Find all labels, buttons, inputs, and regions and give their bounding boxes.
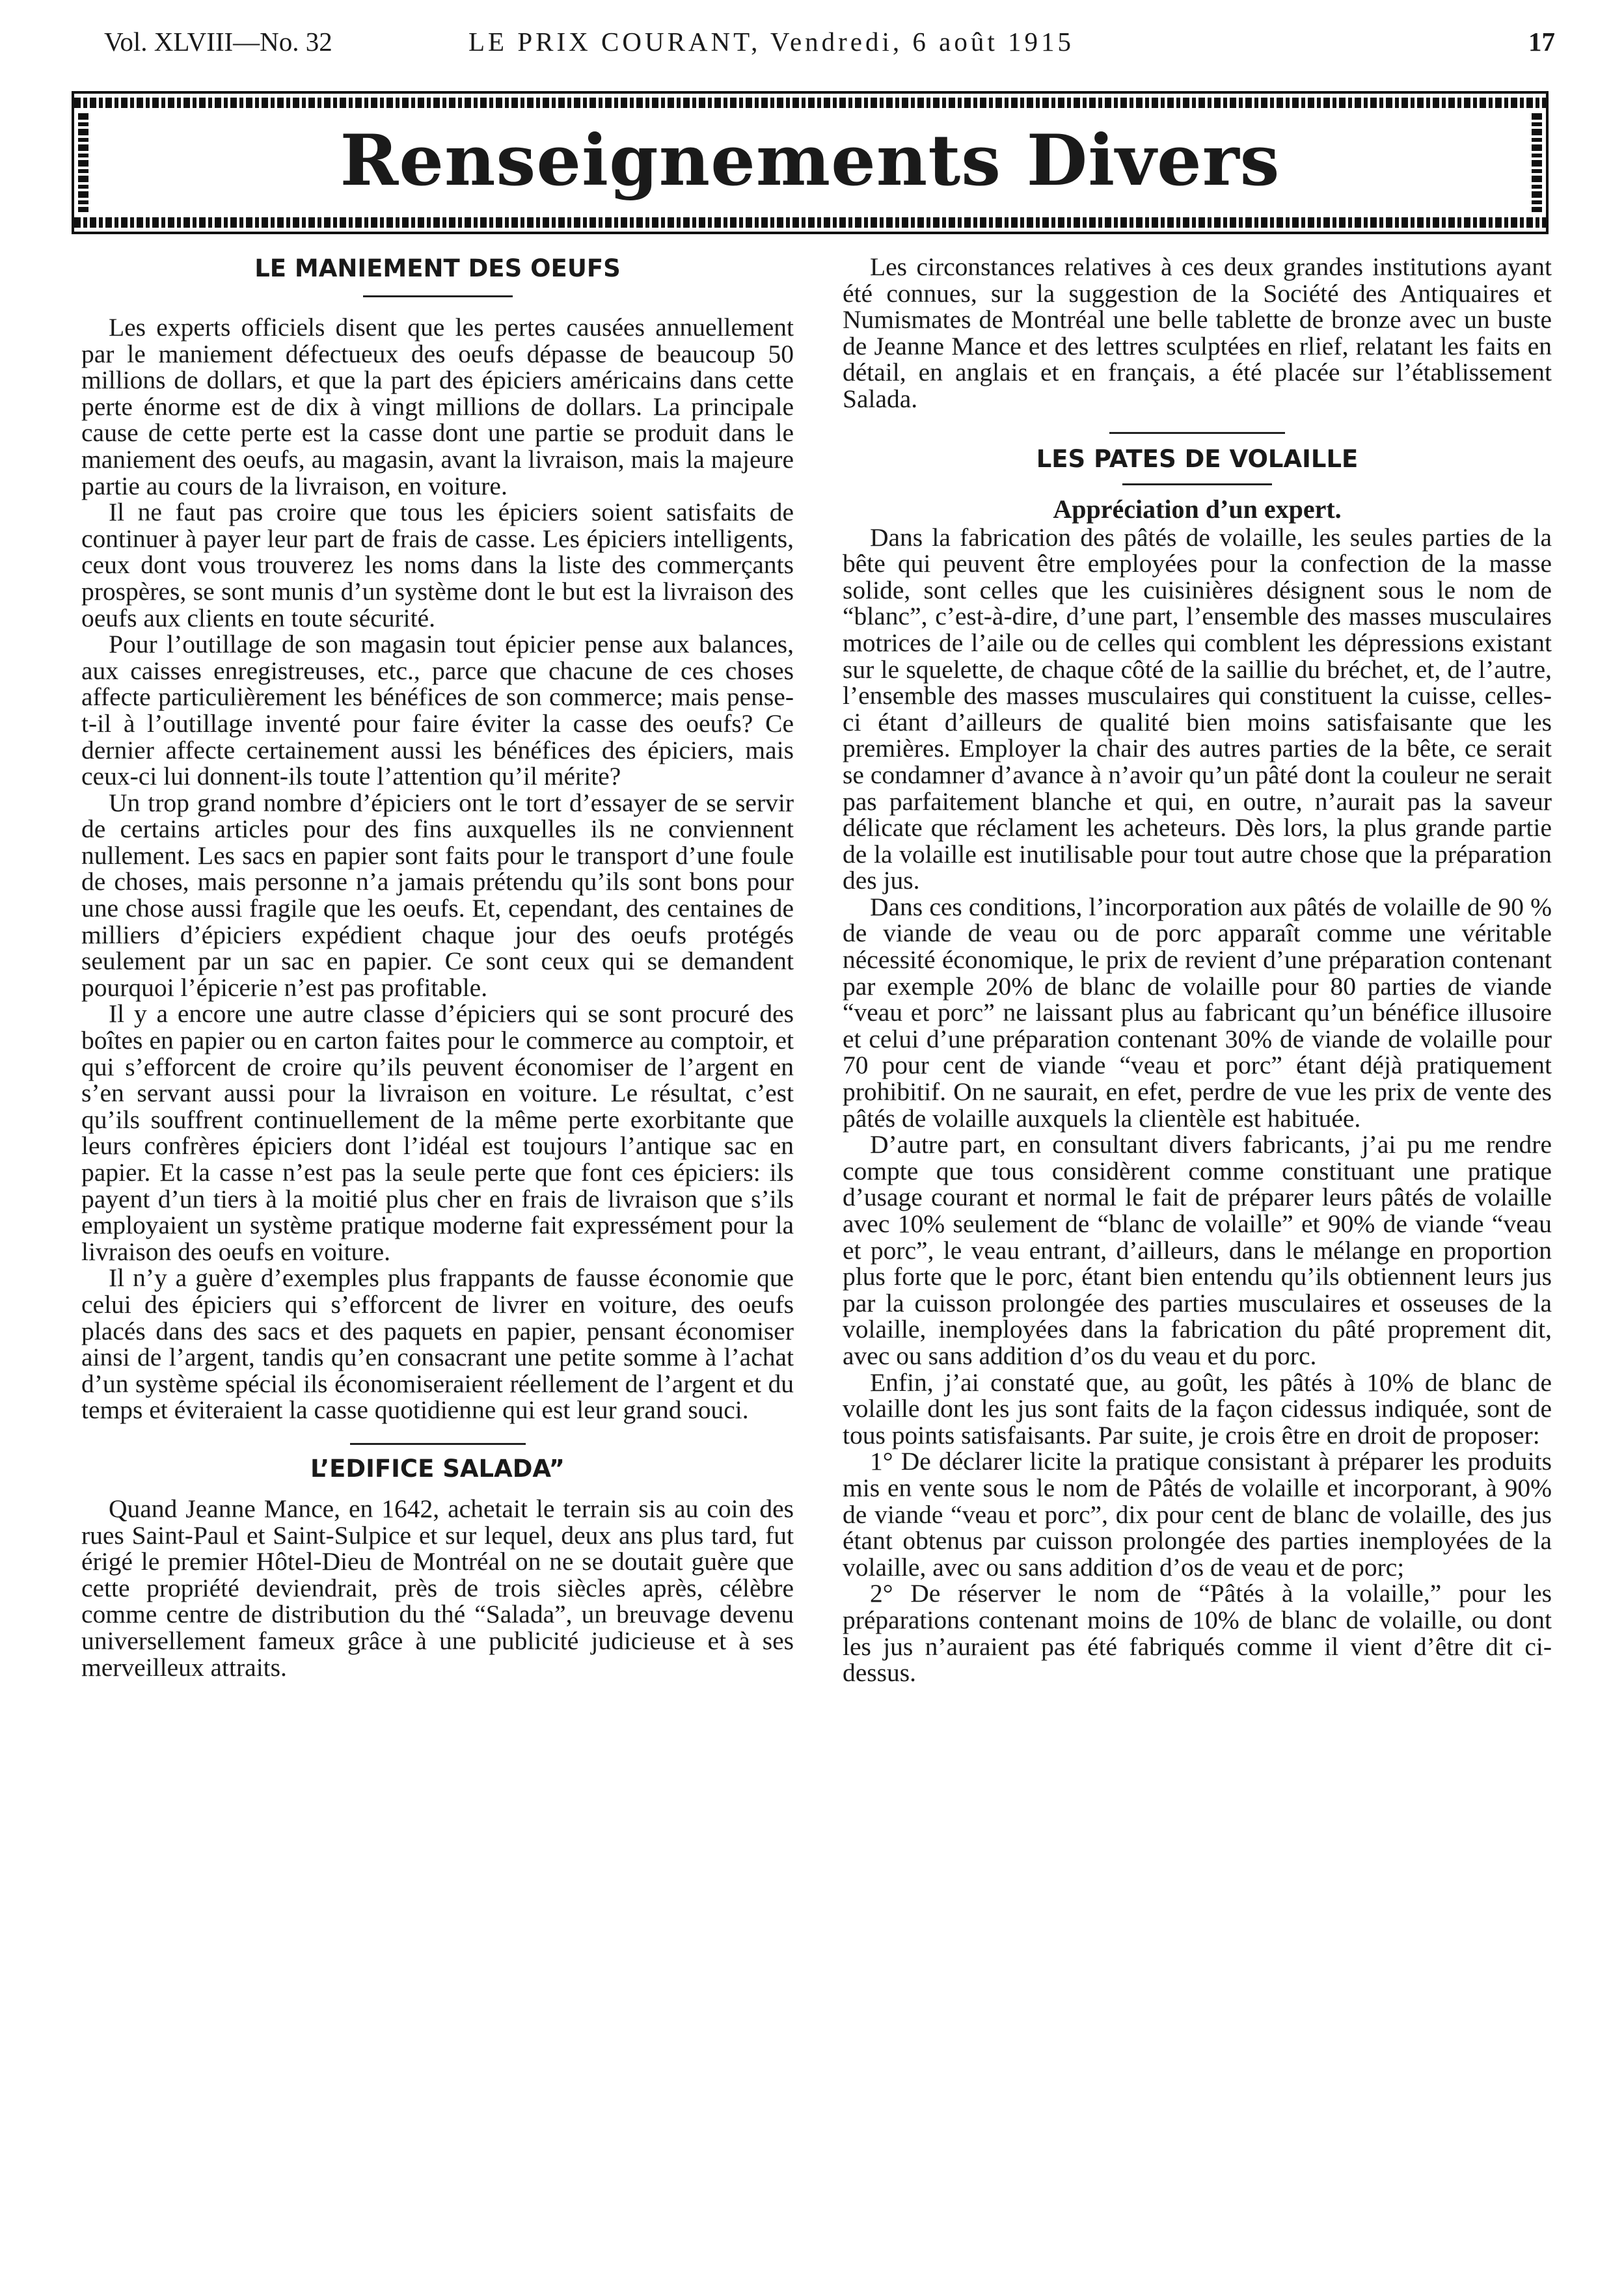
chain-border-top	[74, 98, 1546, 108]
heading-rule	[1122, 483, 1272, 485]
paragraph: Il ne faut pas croire que tous les épiciers soient satisfaits de continuer à payer leur part de frais de casse. Les épiciers intelligents, ceux dont vous trouverez les noms dans la liste des commerçants prospères, se sont munis d’un système dont le but est la livraison des oeufs aux clients en toute sécurité.	[81, 498, 794, 632]
paragraph: 1° De déclarer licite la pratique consistant à préparer les produits mis en vente sous le nom de Pâtés de volaille et incorporant, à 90% de viande “veau et porc”, dix pour cent de blanc de volaille, des jus étant obtenus par cuisson prolongée des parties inemployées de la volaille, avec ou sans addition d’os de veau et de porc;	[843, 1447, 1552, 1582]
paragraph: 2° De réserver le nom de “Pâtés à la volaille,” pour les préparations contenant moins de 10% de blanc de volaille, ou dont les jus n’auraient pas été fabriqués comme il vient d’être dit ci-dessus.	[843, 1579, 1552, 1688]
page-number: 17	[1528, 27, 1555, 57]
paragraph: Un trop grand nombre d’épiciers ont le tort d’essayer de se servir de certains articles pour des fins auxquelles ils ne conviennent nullement. Les sacs en papier sont faits pour le transport d’une foule de choses, mais personne n’a jamais prétendu qu’ils sont bons pour une chose aussi fragile que les oeufs. Et, cependant, des centaines de milliers d’épiciers expédient chaque jour des oeufs protégés seulement par un sac en papier. Ce sont ceux qui se demandent pourquoi l’épicerie n’est pas profitable.	[81, 788, 794, 1002]
left-column	[81, 254, 794, 1680]
section-banner	[72, 91, 1549, 234]
paragraph: Il n’y a guère d’exemples plus frappants de fausse économie que celui des épiciers qui s’efforcent de livrer en voiture, des oeufs placés dans des sacs et des paquets en papier, pensant économiser ainsi de l’argent, tandis qu’en consacrant une petite somme à l’achat d’un système spécial ils économiseraient réellement de l’argent et du temps et éviteraient la casse quotidienne qui est leur grand souci.	[81, 1263, 794, 1425]
section-divider	[1109, 432, 1285, 434]
paragraph: Il y a encore une autre classe d’épiciers qui se sont procuré des boîtes en papier ou en carton faites pour le commerce au comptoir, et qui s’efforcent de croire qu’ils peuvent économiser de l’argent en s’en servant aussi pour la livraison en voiture. Le résultat, c’est qu’ils souffrent continuellement de la même perte exorbitante que leurs confrères épiciers dont l’idéal est toujours l’antique sac en papier. Et la casse n’est pas la seule perte que font ces épiciers: ils payent d’un tiers à la moitié plus cher en frais de livraison que s’ils employaient un système pratique moderne fait expressément pour la livraison des oeufs en voiture.	[81, 999, 794, 1266]
article-subheading: Appréciation d’un expert.	[1053, 494, 1342, 524]
section-divider	[350, 1443, 526, 1445]
paragraph: Les experts officiels disent que les pertes causées annuellement par le maniement défectueux des oeufs dépasse de beaucoup 50 millions de dollars, et que la part des épiciers américains dans cette perte énorme est de dix à vingt millions de dollars. La principale cause de cette perte est la casse dont une partie se produit dans le maniement des oeufs, au magasin, avant la livraison, mais la majeure partie au cours de la livraison, en voiture.	[81, 313, 794, 500]
chain-border-bottom	[74, 217, 1546, 228]
paragraph-continuation: Les circonstances relatives à ces deux grandes institutions ayant été connues, sur la suggestion de la Société des Antiquaires et Numismates de Montréal une belle tablette de bronze avec un buste de Jeanne Mance et des lettres sculptées en rlief, relatant les faits en détail, en anglais et en français, a été placée sur l’établissement Salada.	[843, 252, 1552, 413]
volume-number: Vol. XLVIII—No. 32	[104, 27, 332, 57]
paragraph: Quand Jeanne Mance, en 1642, achetait le terrain sis au coin des rues Saint-Paul et Saint-Sulpice et sur lequel, deux ans plus tard, fut érigé le premier Hôtel-Dieu de Montréal on ne se doutait guère que cette propriété deviendrait, près de trois siècles après, célèbre comme centre de distribution du thé “Salada”, un breuvage devenu universellement fameux grâce à une publicité judicieuse et à ses merveilleux attraits.	[81, 1494, 794, 1682]
journal-title-date: LE PRIX COURANT, Vendredi, 6 août 1915	[468, 27, 1074, 57]
article-heading-oeufs: LE MANIEMENT DES OEUFS	[254, 254, 621, 282]
paragraph: Enfin, j’ai constaté que, au goût, les pâtés à 10% de blanc de volaille dont les jus sont faits de la façon cidessus indiquée, sont de tous points satisfaisants. Par suite, je crois être en droit de proposer:	[843, 1367, 1552, 1449]
article-heading-salada: L’EDIFICE SALADA”	[310, 1454, 565, 1483]
page-header	[104, 26, 1555, 72]
right-column	[843, 254, 1552, 1686]
heading-rule	[363, 295, 513, 297]
paragraph: Dans ces conditions, l’incorporation aux pâtés de volaille de 90 % de viande de veau ou de porc apparaît comme une véritable nécessité économique, le prix de revient d’une préparation contenant par exemple 20% de blanc de volaille pour 80 parties de viande “veau et porc” ne laissant plus au fabricant qu’un bénéfice illusoire et celui d’une préparation contenant 30% de viande de volaille pour 70 pour cent de viande “veau et porc” étant déjà pratiquement prohibitif. On ne saurait, en efet, perdre de vue les prix de vente des pâtés de volaille auxquels la clientèle est habituée.	[843, 892, 1552, 1133]
paragraph: Pour l’outillage de son magasin tout épicier pense aux balances, aux caisses enregistreuses, etc., parce que chacune de ces choses affecte particulièrement les bénéfices de son commerce; mais pense-t-il à l’outillage inventé pour faire éviter la casse des oeufs? Ce dernier affecte certainement aussi les bénéfices des épiciers, mais ceux-ci lui donnent-ils toute l’attention qu’il mérite?	[81, 630, 794, 791]
article-heading-pates: LES PATES DE VOLAILLE	[1036, 444, 1359, 473]
paragraph: Dans la fabrication des pâtés de volaille, les seules parties de la bête qui peuvent être employées pour la confection de la masse solide, sont celles que les cuisinières désignent sous le nom de “blanc”, c’est-à-dire, d’une part, l’ensemble des masses musculaires motrices de l’aile ou de celles qui comblent les dépressions existant sur le squelette, de chaque côté de la saillie du bréchet, et, de l’autre, l’ensemble des masses musculaires qui constituent la cuisse, celles-ci étant d’ailleurs de qualité bien moins satisfaisante que les premières. Employer la chair des autres parties de la bête, ce serait se condamner d’avance à n’avoir qu’un pâté dont la couleur ne serait pas parfaitement blanche et qui, en outre, n’aurait pas la saveur délicate que réclament les acheteurs. Dès lors, la plus grande partie de la volaille est inutilisable pour tout autre chose que la préparation des jus.	[843, 522, 1552, 895]
section-title: Renseignements Divers	[340, 120, 1280, 202]
paragraph: D’autre part, en consultant divers fabricants, j’ai pu me rendre compte que tous considèrent comme constituant une pratique d’usage courant et normal le fait de préparer leurs pâtés de volaille avec 10% seulement de “blanc de volaille” et 90% de viande “veau et porc”, le veau entrant, d’ailleurs, dans le mélange en proportion plus forte que le porc, étant bien entendu qu’ils obtiennent leurs jus par la cuisson prolongée des parties musculaires et osseuses de la volaille, inemployées dans la fabrication du pâté proprement dit, avec ou sans addition d’os du veau et du porc.	[843, 1130, 1552, 1370]
